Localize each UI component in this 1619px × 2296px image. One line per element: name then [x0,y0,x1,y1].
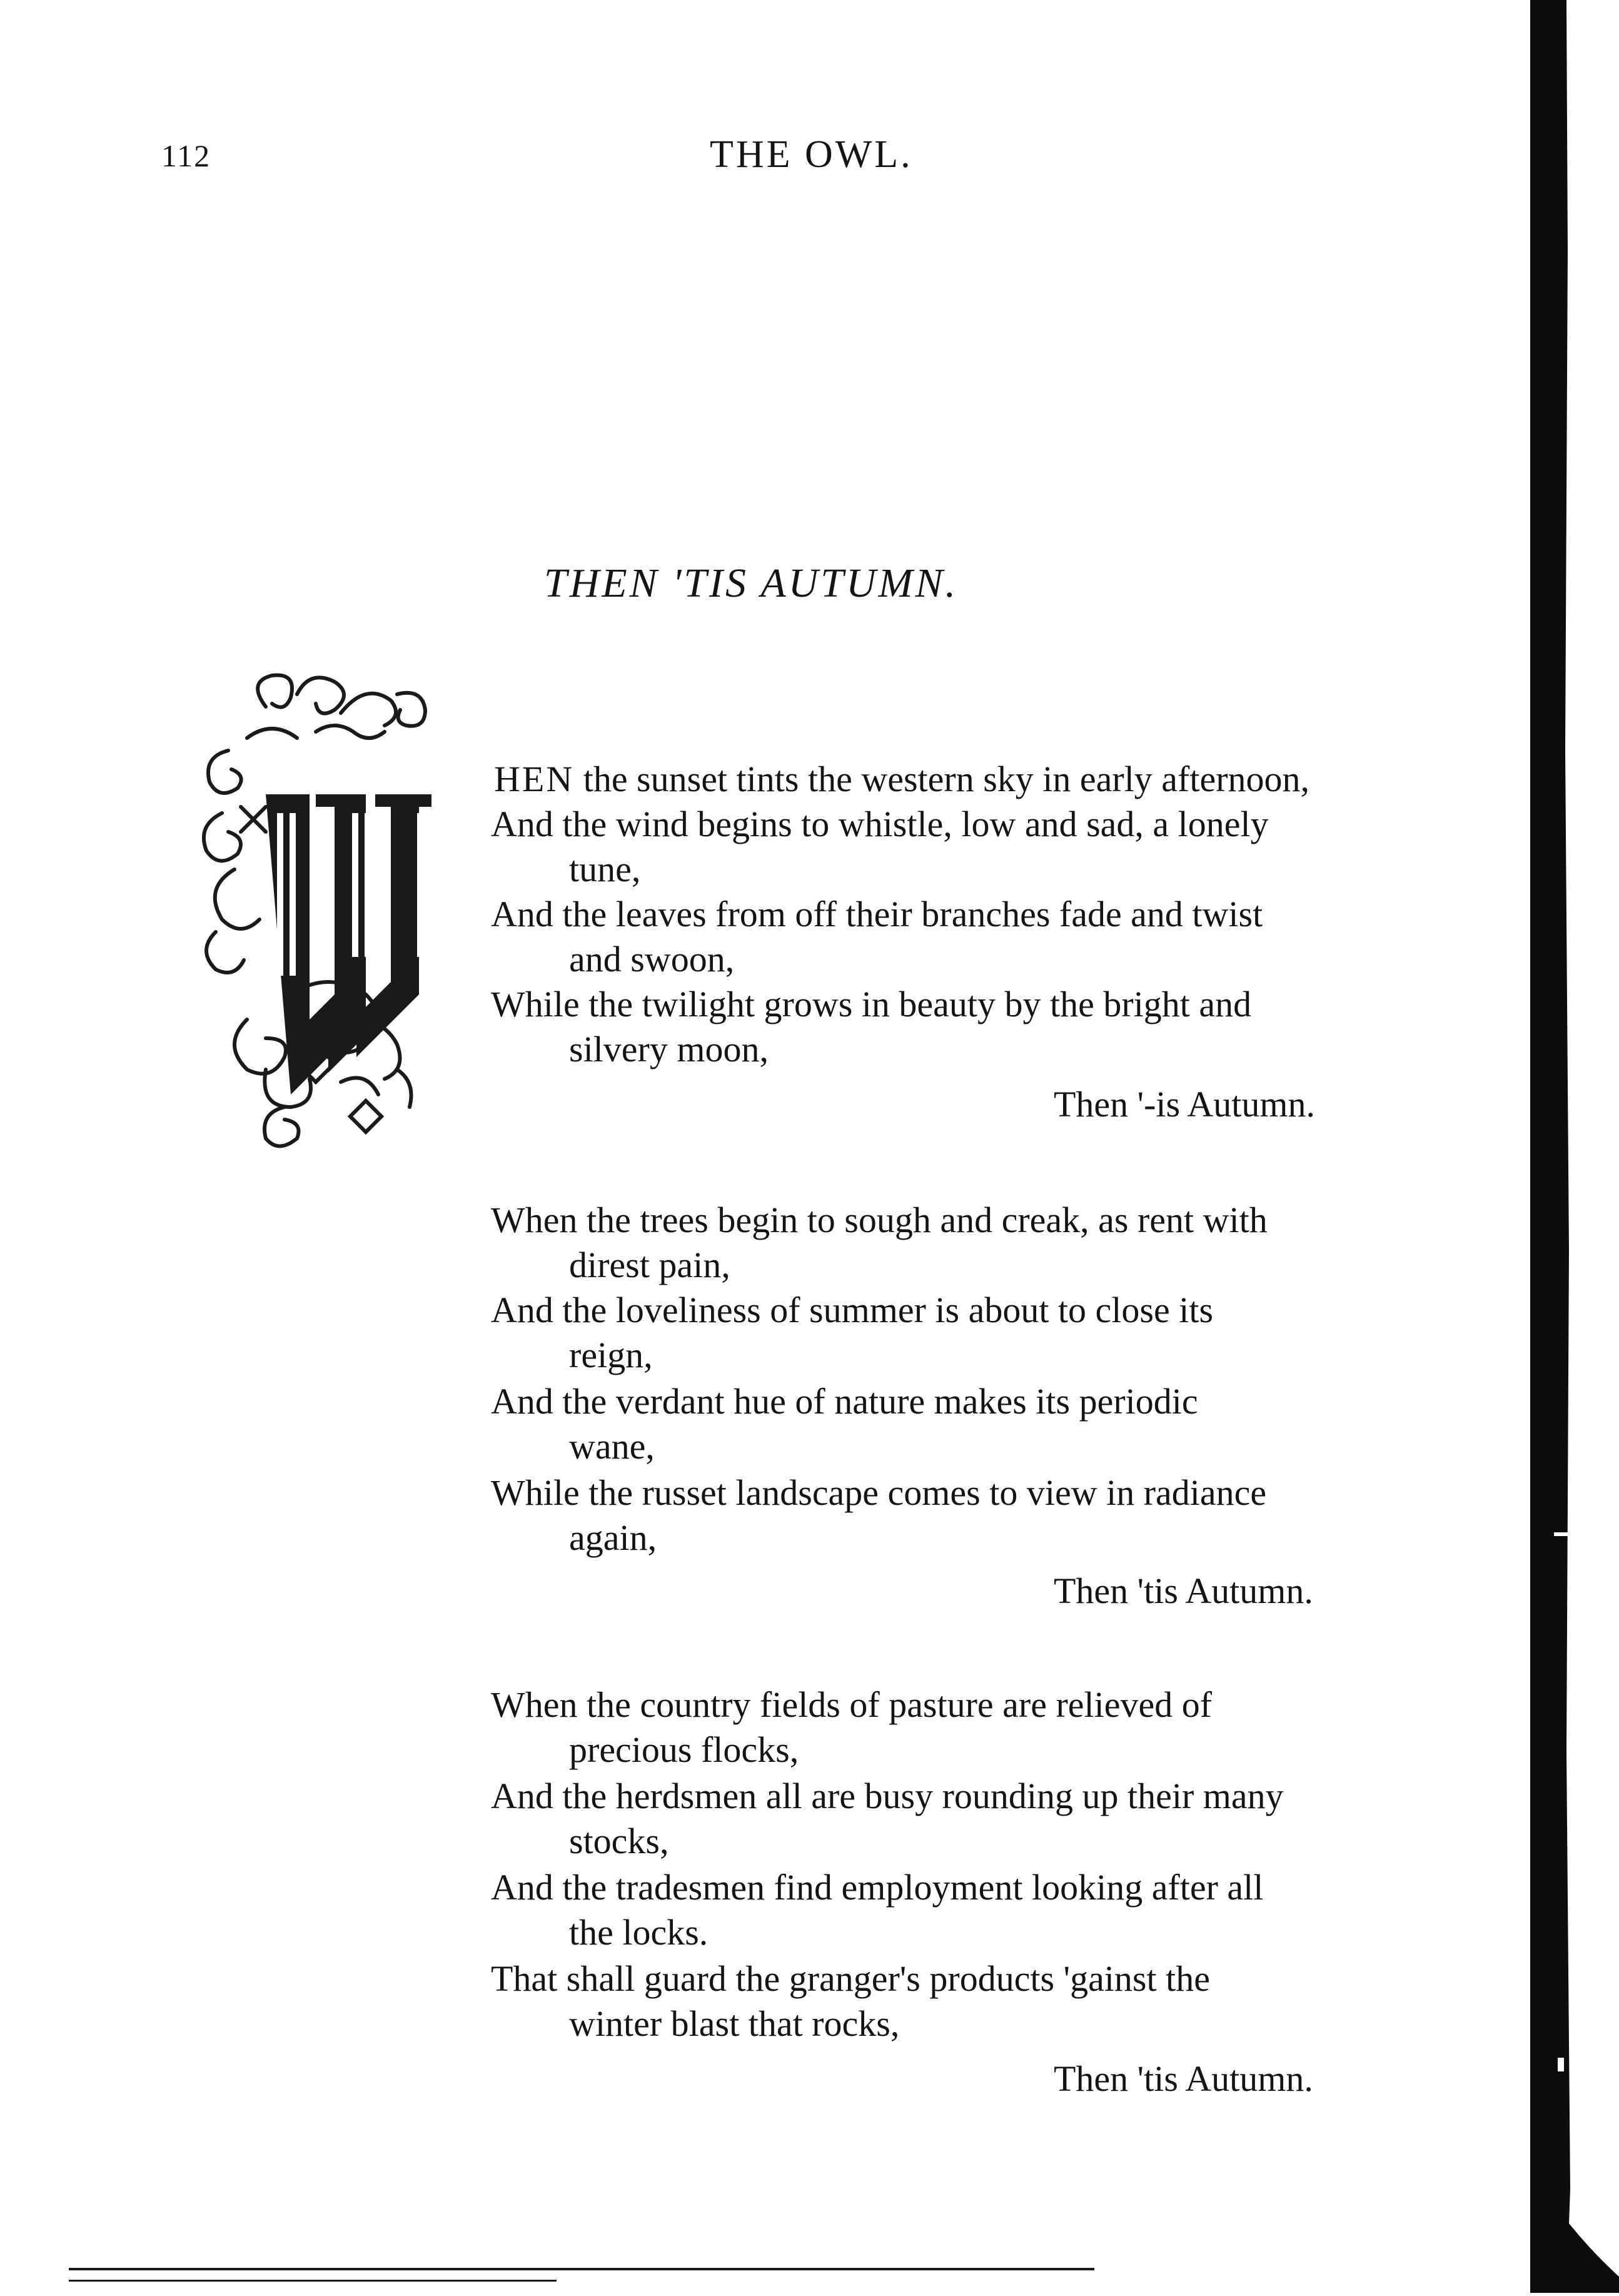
verse-line-continuation: again, [569,1517,657,1558]
refrain: Then 'tis Autumn. [1054,2058,1313,2099]
verse-line: While the twilight grows in beauty by the bright and [491,984,1252,1024]
verse-line-continuation: wane, [569,1426,655,1467]
verse-line-continuation: tune, [569,849,641,889]
verse-line-continuation: the locks. [569,1912,709,1953]
verse-line-continuation: precious flocks, [569,1729,799,1770]
verse-line-text: the sunset tints the western sky in early afternoon, [574,759,1310,799]
poem-title: THEN 'TIS AUTUMN. [544,560,959,606]
running-head [0,133,1619,176]
verse-line: While the russet landscape comes to view in radiance [491,1472,1267,1513]
verse-line-continuation: silvery moon, [569,1029,769,1070]
verse-line: And the wind begins to whistle, low and sad, a lonely [491,804,1269,844]
verse-line-continuation: and swoon, [569,939,735,979]
verse-line-continuation: reign, [569,1335,653,1375]
refrain: Then '-is Autumn. [1054,1084,1316,1125]
verse-line: And the herdsmen all are busy rounding up their many [491,1776,1284,1816]
verse-line: When the country fields of pasture are relieved of [491,1684,1213,1725]
bottom-rule [69,2268,1094,2270]
refrain: Then 'tis Autumn. [1054,1570,1313,1611]
verse-line: And the tradesmen find employment looking after all [491,1867,1264,1908]
page-edge-shadow [1529,0,1619,2293]
verse-line: And the leaves from off their branches fade and twist [491,894,1263,934]
verse-line: That shall guard the granger's products 'gainst the [491,1958,1210,1999]
verse-line: And the verdant hue of nature makes its periodic [491,1381,1198,1422]
verse-line [494,757,1309,802]
verse-line: And the loveliness of summer is about to close its [491,1290,1214,1330]
initial-ornament-icon [191,669,456,1151]
initial-word-remainder: HEN [494,759,575,799]
verse-line: When the trees begin to sough and creak, as rent with [491,1200,1268,1240]
bottom-rule-short [69,2280,557,2282]
illuminated-initial [191,669,456,1151]
running-title: THE OWL. [710,133,913,176]
page-edge-icon [1529,0,1619,2293]
verse-line-continuation: winter blast that rocks, [569,2003,900,2044]
verse-line-continuation: stocks, [569,1821,669,1861]
page-number: 112 [161,138,211,173]
verse-line-continuation: direst pain, [569,1245,730,1285]
